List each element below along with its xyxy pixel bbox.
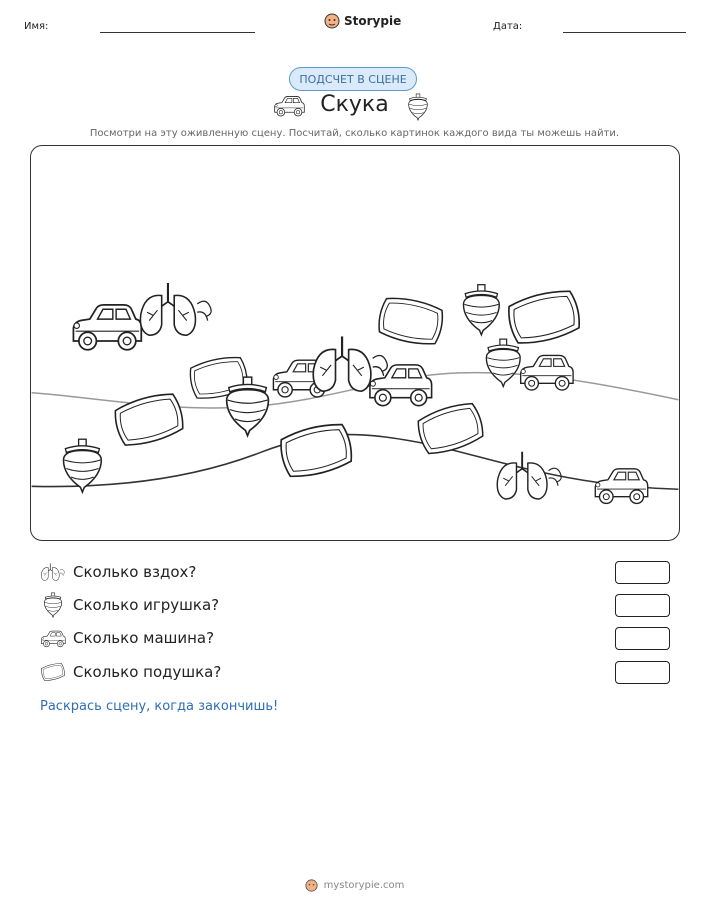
car-icon bbox=[40, 625, 66, 651]
question-row-pillow bbox=[40, 659, 680, 685]
answer-box-lungs[interactable] bbox=[615, 561, 670, 584]
answer-box-top[interactable] bbox=[615, 594, 670, 617]
answer-box-pillow[interactable] bbox=[615, 661, 670, 684]
pillow-icon bbox=[40, 659, 66, 685]
question-text: Сколько вздох? bbox=[73, 563, 197, 581]
instructions: Посмотри на эту оживленную сцену. Посчитай, сколько картинок каждого вида ты можешь найти. bbox=[89, 128, 620, 139]
date-line[interactable] bbox=[563, 32, 686, 33]
question-text: Сколько машина? bbox=[73, 629, 215, 647]
brand-name: Storypie bbox=[344, 14, 402, 28]
page-title: Скука bbox=[320, 92, 389, 117]
question-row-lungs bbox=[40, 559, 680, 585]
storypie-mascot-icon bbox=[324, 13, 340, 29]
date-label: Дата: bbox=[493, 21, 523, 32]
spinning-top-icon bbox=[40, 592, 66, 618]
counting-scene bbox=[30, 145, 680, 541]
question-row-top bbox=[40, 592, 680, 618]
storypie-mascot-icon bbox=[305, 879, 318, 892]
name-label: Имя: bbox=[24, 21, 49, 32]
question-row-car bbox=[40, 625, 680, 651]
question-text: Сколько подушка? bbox=[73, 663, 222, 681]
lungs-icon bbox=[40, 559, 66, 585]
footer-link[interactable]: mystorypie.com bbox=[323, 880, 405, 891]
coloring-note: Раскрась сцену, когда закончишь! bbox=[40, 699, 279, 714]
question-text: Сколько игрушка? bbox=[73, 596, 220, 614]
brand-logo bbox=[324, 13, 401, 29]
footer bbox=[0, 879, 709, 892]
answer-box-car[interactable] bbox=[615, 627, 670, 650]
category-badge: ПОДСЧЕТ В СЦЕНЕ bbox=[289, 67, 417, 91]
spinning-top-icon bbox=[407, 93, 429, 121]
name-line[interactable] bbox=[100, 32, 255, 33]
